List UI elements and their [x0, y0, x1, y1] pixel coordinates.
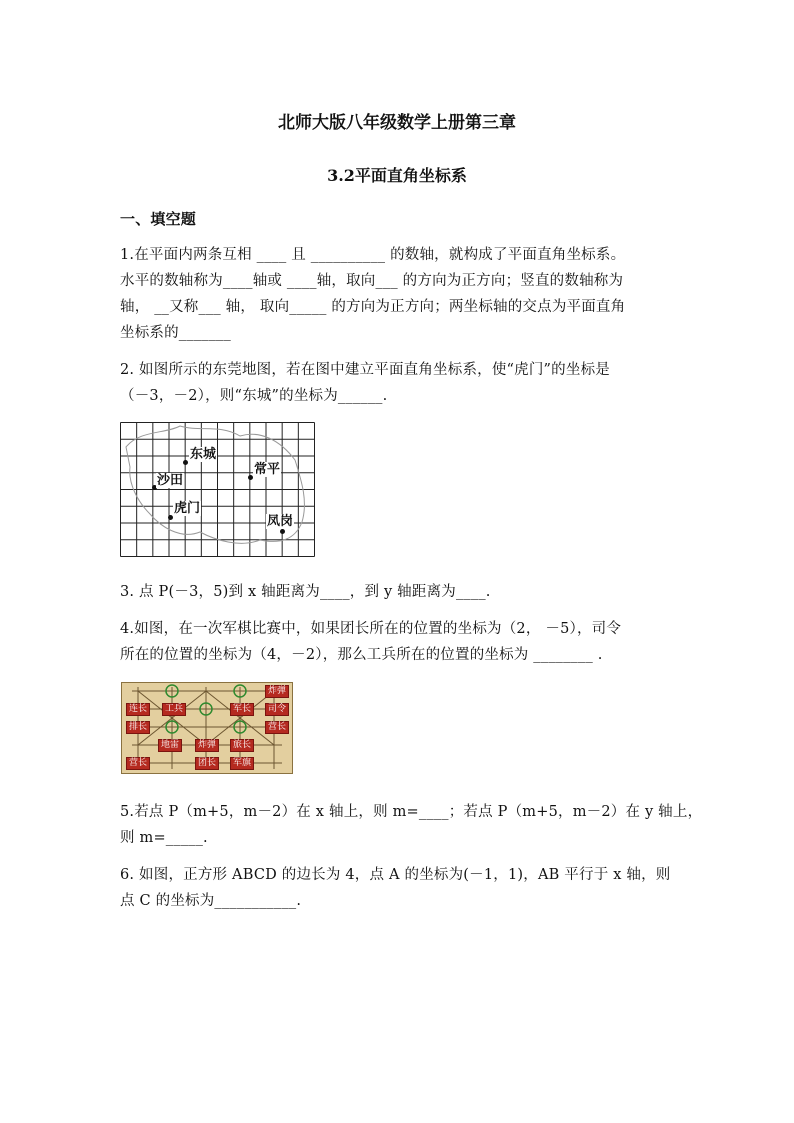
page-title: 北师大版八年级数学上册第三章 [278, 113, 516, 133]
q4-line-1: 4.如图，在一次军棋比赛中，如果团长所在的位置的坐标为（2， －5），司令 [120, 621, 622, 637]
map-label-humen: 虎门 [174, 501, 201, 516]
map-label-shatian: 沙田 [157, 473, 184, 488]
piece-lvzhang: 旅长 [230, 739, 254, 752]
piece-gongbing: 工兵 [162, 703, 186, 716]
q1-line-1: 1.在平面内两条互相 ____ 且 __________ 的数轴，就构成了平面直角坐标系。 [120, 247, 626, 263]
piece-tuanzhang: 团长 [195, 757, 219, 770]
q6-line-1: 6. 如图，正方形 ABCD 的边长为 4，点 A 的坐标为(－1，1)，AB 平行于 x 轴，则 [120, 867, 671, 883]
piece-beizhang: 营长 [126, 757, 150, 770]
map-grid [120, 422, 315, 557]
piece-junzhang: 军长 [230, 703, 254, 716]
page-subtitle: 3.2平面直角坐标系 [327, 166, 467, 185]
q5-line-1: 5.若点 P（m+5，m－2）在 x 轴上，则 m=____；若点 P（m+5，m－2）在 y 轴上， [120, 804, 703, 820]
piece-zhadan: 炸弹 [265, 685, 289, 698]
army-chess-board [121, 682, 293, 774]
q5-line-2: 则 m=_____. [120, 830, 208, 846]
piece-zhadan-2: 炸弹 [195, 739, 219, 752]
q1-line-2: 水平的数轴称为____轴或 ____轴，取向___ 的方向为正方向；竖直的数轴称为 [120, 273, 624, 289]
q2-line-1: 2. 如图所示的东莞地图，若在图中建立平面直角坐标系，使“虎门”的坐标是 [120, 362, 610, 378]
dongguan-map-figure [120, 422, 315, 557]
piece-yingzhang: 营长 [265, 721, 289, 734]
map-label-dongcheng: 东城 [190, 447, 217, 462]
dongcheng-marker [183, 460, 188, 465]
q1-line-3: 轴， __又称___ 轴， 取向_____ 的方向为正方向；两坐标轴的交点为平面直角 [120, 299, 626, 315]
piece-junqi: 军旗 [230, 757, 254, 770]
q1-line-4: 坐标系的_______ [120, 325, 231, 341]
q3-line-1: 3. 点 P(－3，5)到 x 轴距离为____，到 y 轴距离为____. [120, 584, 491, 600]
q6-line-2: 点 C 的坐标为___________. [120, 893, 302, 909]
piece-lianzhang: 连长 [126, 703, 150, 716]
section-heading: 一、填空题 [120, 210, 197, 228]
piece-siling: 司令 [265, 703, 289, 716]
map-label-changping: 常平 [254, 462, 281, 477]
fenggang-marker [280, 529, 285, 534]
map-label-fenggang: 凤岗 [267, 514, 294, 529]
piece-paizhang: 排长 [126, 721, 150, 734]
q4-line-2: 所在的位置的坐标为（4，－2），那么工兵所在的位置的坐标为 ________ . [120, 647, 603, 663]
piece-dilei: 地雷 [158, 739, 182, 752]
q2-line-2: （－3，－2），则“东城”的坐标为______. [120, 388, 388, 404]
